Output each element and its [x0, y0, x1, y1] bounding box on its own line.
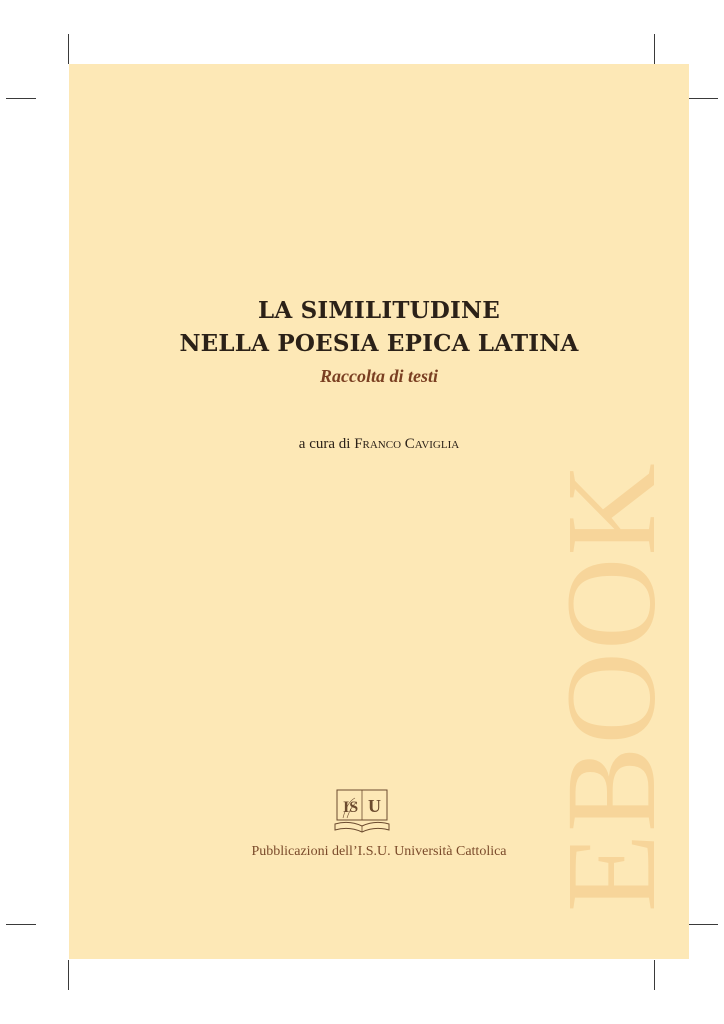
svg-text:IS: IS: [343, 799, 359, 816]
crop-mark-right-bottom: [688, 924, 718, 925]
svg-text:U: U: [368, 796, 381, 816]
crop-mark-left-bottom: [6, 924, 36, 925]
crop-mark-bottom-right: [654, 960, 655, 990]
editor-line: [69, 436, 689, 453]
isu-logo-icon: [333, 788, 391, 834]
editor-prefix: a cura di: [298, 436, 351, 452]
ebook-vertical-mark: EBOOK: [540, 461, 682, 912]
title-line-1: LA SIMILITUDINE: [258, 297, 500, 324]
crop-mark-top-right: [654, 34, 655, 64]
crop-mark-top-left: [68, 34, 69, 64]
title-line-2: NELLA POESIA EPICA LATINA: [179, 330, 579, 357]
crop-mark-left-top: [6, 98, 36, 99]
crop-mark-right-top: [688, 98, 718, 99]
editor-name: Franco Caviglia: [354, 436, 460, 452]
book-cover: [69, 64, 689, 959]
publisher-line: Pubblicazioni dell’I.S.U. Università Cattolica: [251, 844, 507, 859]
crop-mark-bottom-left: [68, 960, 69, 990]
subtitle: Raccolta di testi: [320, 366, 438, 386]
